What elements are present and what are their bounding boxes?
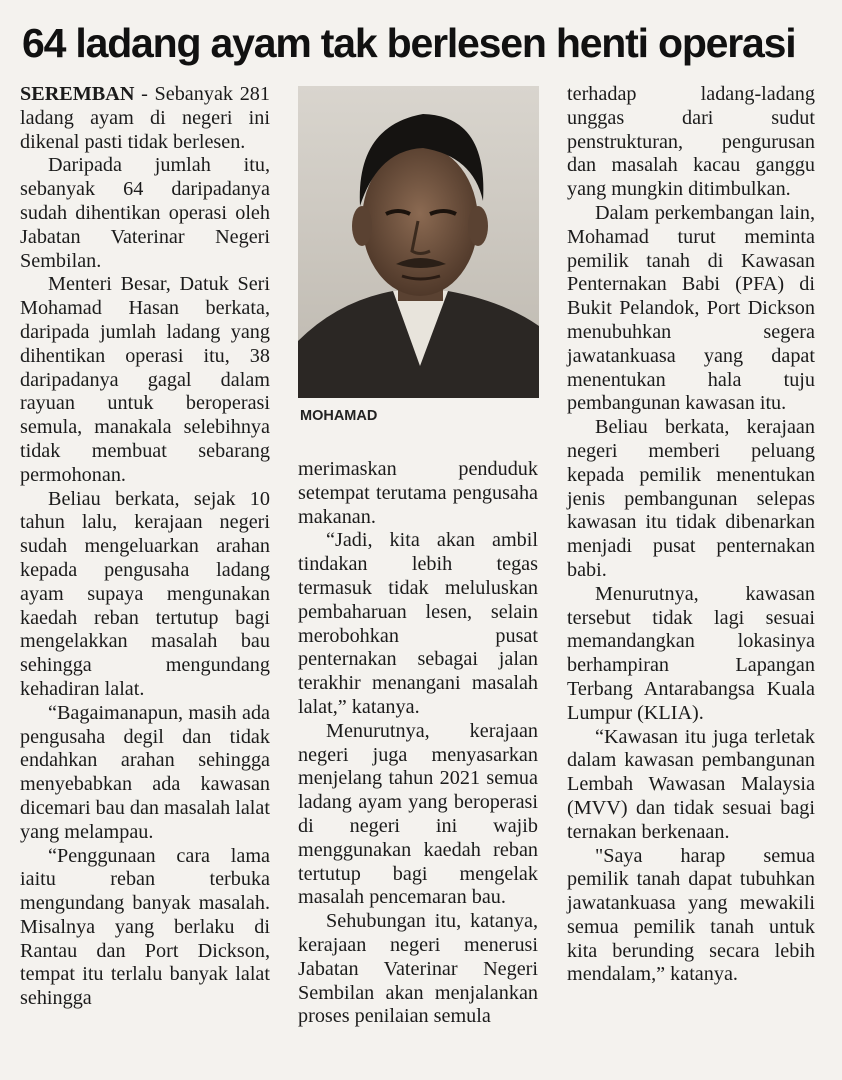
article-column-1: [20, 83, 270, 1011]
portrait-illustration: [298, 86, 539, 398]
paragraph: [20, 83, 270, 154]
paragraph: “Bagaimanapun, masih ada pengusaha degil dan tidak endahkan arahan sehingga menyebabkan ada kawasan dicemari bau dan masalah lalat yang melampau.: [20, 701, 270, 843]
article-column-2: [298, 458, 538, 1029]
headline: 64 ladang ayam tak berlesen henti operasi: [22, 20, 796, 66]
paragraph: terhadap ladang-ladang unggas dari sudut penstrukturan, pengurusan dan masalah kacau ganggu yang mungkin ditimbulkan.: [567, 83, 815, 201]
photo-caption: MOHAMAD: [300, 408, 378, 424]
paragraph: Daripada jumlah itu, sebanyak 64 daripadanya sudah dihentikan operasi oleh Jabatan Vaterinar Negeri Sembilan.: [20, 154, 270, 272]
paragraph: Beliau berkata, kerajaan negeri memberi peluang kepada pemilik menentukan jenis pembangunan selepas kawasan itu tidak dibenarkan menjadi pusat penternakan babi.: [567, 416, 815, 581]
article-column-3: [567, 83, 815, 987]
paragraph: Beliau berkata, sejak 10 tahun lalu, kerajaan negeri sudah mengeluarkan arahan kepada pengusaha ladang ayam supaya mengunakan kaedah reban tertutup bagi mengelakkan masalah bau sehingga mengundang kehadiran lalat.: [20, 487, 270, 700]
dateline: SEREMBAN: [20, 83, 135, 105]
paragraph: Sehubungan itu, katanya, kerajaan negeri menerusi Jabatan Vaterinar Negeri Sembilan akan menjalankan proses penilaian semula: [298, 910, 538, 1028]
portrait-photo: [298, 86, 539, 398]
paragraph: “Jadi, kita akan ambil tindakan lebih tegas termasuk tidak meluluskan pembaharuan lesen, selain merobohkan pusat penternakan sebagai jalan terakhir menangani masalah lalat,” katanya.: [298, 529, 538, 718]
paragraph: Menurutnya, kawasan tersebut tidak lagi sesuai memandangkan lokasinya berhampiran Lapangan Terbang Antarabangsa Kuala Lumpur (KLIA).: [567, 582, 815, 724]
paragraph: "Saya harap semua pemilik tanah dapat tubuhkan jawatankuasa yang mewakili semua pemilik tanah untuk kita berunding secara lebih mendalam,” katanya.: [567, 844, 815, 986]
paragraph: Menteri Besar, Datuk Seri Mohamad Hasan berkata, daripada jumlah ladang yang dihentikan operasi itu, 38 daripadanya gagal dalam rayuan untuk beroperasi semula, manakala selebihnya tidak membuat sebarang permohonan.: [20, 273, 270, 486]
paragraph: Menurutnya, kerajaan negeri juga menyasarkan menjelang tahun 2021 semua ladang ayam yang beroperasi di negeri ini wajib menggunakan kaedah reban tertutup bagi mengelak masalah pencemaran bau.: [298, 719, 538, 909]
paragraph-text: - Sebanyak 281 ladang ayam di negeri ini dikenal pasti tidak berlesen.: [20, 83, 270, 153]
paragraph: Dalam perkembangan lain, Mohamad turut meminta pemilik tanah di Kawasan Penternakan Babi (PFA) di Bukit Pelandok, Port Dickson menubuhkan segera jawatankuasa yang dapat menentukan hala tuju pembangunan kawasan itu.: [567, 201, 815, 415]
paragraph: “Kawasan itu juga terletak dalam kawasan pembangunan Lembah Wawasan Malaysia (MVV) dan tidak sesuai bagi ternakan berkenaan.: [567, 725, 815, 843]
paragraph: merimaskan penduduk setempat terutama pengusaha makanan.: [298, 458, 538, 528]
paragraph: “Penggunaan cara lama iaitu reban terbuka mengundang banyak masalah. Misalnya yang berlaku di Rantau dan Port Dickson, tempat itu terlalu banyak lalat sehingga: [20, 844, 270, 1010]
